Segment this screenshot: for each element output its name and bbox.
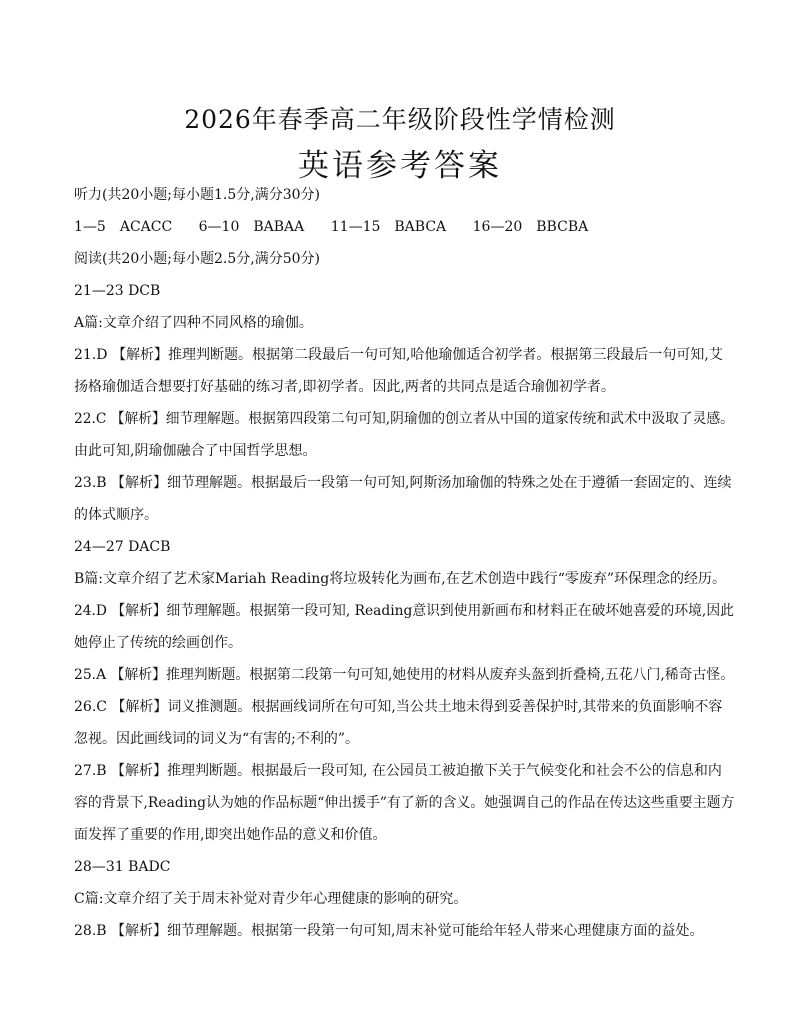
answer-range: 11—15 bbox=[330, 219, 381, 235]
answer-key-title: 英语参考答案 bbox=[298, 148, 502, 184]
reading-header: 阅读(共20小题;每小题2.5分,满分50分) bbox=[74, 251, 320, 267]
answer-letters: BBCBA bbox=[536, 219, 589, 235]
answer-group bbox=[74, 219, 172, 235]
answer-letters: BABCA bbox=[394, 219, 447, 235]
answer-range-line: 28—31 BADC bbox=[74, 859, 171, 875]
explanation-line: 面发挥了重要的作用,即突出她作品的意义和价值。 bbox=[74, 827, 387, 843]
explanation-line: 25.A 【解析】推理判断题。根据第二段第一句可知,她使用的材料从废弃头盔到折叠椅,五花八门,稀奇古怪。 bbox=[74, 667, 735, 683]
passage-summary: B篇:文章介绍了艺术家Mariah Reading将垃圾转化为画布,在艺术创造中践行“零废弃”环保理念的经历。 bbox=[74, 571, 727, 587]
listening-header: 听力(共20小题;每小题1.5分,满分30分) bbox=[74, 187, 320, 203]
passage-summary: C篇:文章介绍了关于周末补觉对青少年心理健康的影响的研究。 bbox=[74, 891, 468, 907]
answer-range: 6—10 bbox=[198, 219, 240, 235]
explanation-line: 27.B 【解析】推理判断题。根据最后一段可知, 在公园员工被迫撤下关于气候变化和社会不公的信息和内 bbox=[74, 763, 722, 779]
explanation-line: 24.D 【解析】细节理解题。根据第一段可知, Reading意识到使用新画布和材料正在破坏她喜爱的环境,因此 bbox=[74, 603, 734, 619]
explanation-line: 扬格瑜伽适合想要打好基础的练习者,即初学者。因此,两者的共同点是适合瑜伽初学者。 bbox=[74, 379, 615, 395]
exam-title: 2026年春季高二年级阶段性学情检测 bbox=[184, 105, 616, 134]
answer-letters: BABAA bbox=[253, 219, 305, 235]
answer-letters: ACACC bbox=[119, 219, 173, 235]
explanation-line: 21.D 【解析】推理判断题。根据第二段最后一句可知,哈他瑜伽适合初学者。根据第三段最后一句可知,艾 bbox=[74, 347, 723, 363]
explanation-line: 28.B 【解析】细节理解题。根据第一段第一句可知,周末补觉可能给年轻人带来心理健康方面的益处。 bbox=[74, 923, 704, 939]
explanation-line: 23.B 【解析】细节理解题。根据最后一段第一句可知,阿斯汤加瑜伽的特殊之处在于遵循一套固定的、连续 bbox=[74, 475, 732, 491]
explanation-line: 容的背景下,Reading认为她的作品标题“伸出援手”有了新的含义。她强调自己的作品在传达这些重要主题方 bbox=[74, 795, 735, 811]
answer-range: 1—5 bbox=[74, 219, 106, 235]
listening-answers bbox=[74, 217, 588, 237]
answer-group bbox=[331, 219, 446, 235]
answer-group bbox=[199, 219, 305, 235]
answer-range-line: 24—27 DACB bbox=[74, 539, 171, 555]
explanation-line: 忽视。因此画线词的词义为“有害的;不利的”。 bbox=[74, 731, 360, 747]
passage-summary: A篇:文章介绍了四种不同风格的瑜伽。 bbox=[74, 315, 313, 331]
explanation-line: 22.C 【解析】细节理解题。根据第四段第二句可知,阴瑜伽的创立者从中国的道家传统和武术中汲取了灵感。 bbox=[74, 411, 734, 427]
answer-group bbox=[473, 219, 589, 235]
answer-range: 16—20 bbox=[472, 219, 523, 235]
explanation-line: 由此可知,阴瑜伽融合了中国哲学思想。 bbox=[74, 443, 317, 459]
explanation-line: 26.C 【解析】词义推测题。根据画线词所在句可知,当公共土地未得到妥善保护时,其带来的负面影响不容 bbox=[74, 699, 723, 715]
answer-range-line: 21—23 DCB bbox=[74, 283, 161, 299]
explanation-line: 她停止了传统的绘画创作。 bbox=[74, 635, 242, 651]
explanation-line: 的体式顺序。 bbox=[74, 507, 158, 523]
